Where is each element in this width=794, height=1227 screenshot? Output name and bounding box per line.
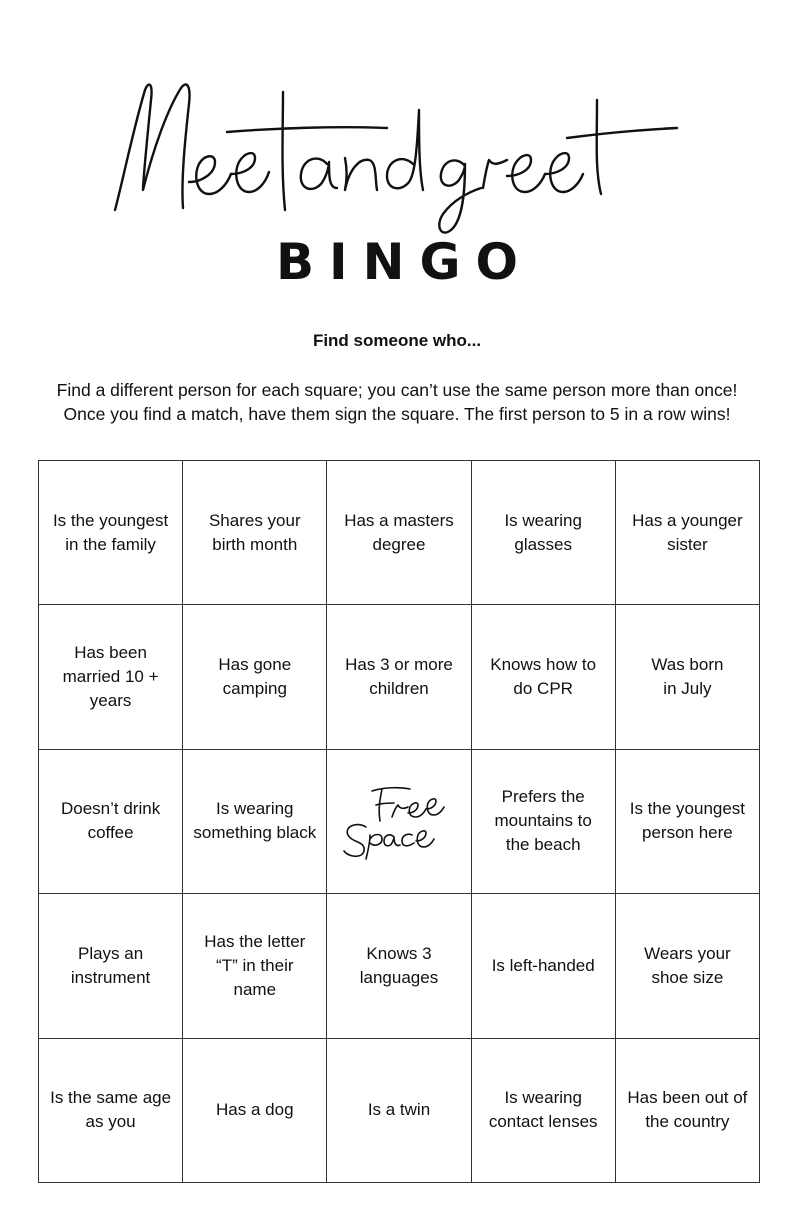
bingo-cell[interactable] <box>472 461 616 605</box>
bingo-cell-label: Is left-handed <box>491 955 595 975</box>
bingo-cell[interactable] <box>472 894 616 1038</box>
bingo-cell-label: Is the youngest person here <box>629 799 746 843</box>
bingo-cell[interactable] <box>327 461 471 605</box>
bingo-cell-label: Has a younger sister <box>632 510 743 554</box>
bingo-cell-label: Is wearing something black <box>193 799 317 843</box>
bingo-cell-label: Prefers the mountains to the beach <box>494 787 592 855</box>
bingo-cell[interactable] <box>327 605 471 749</box>
script-title <box>0 70 794 250</box>
bingo-cell[interactable] <box>39 894 183 1038</box>
bingo-cell-label: Shares your birth month <box>208 510 301 554</box>
bingo-cell[interactable] <box>616 605 760 749</box>
bingo-cell-label: Doesn’t drink coffee <box>60 799 161 843</box>
bingo-cell[interactable] <box>183 750 327 894</box>
bingo-cell[interactable] <box>183 461 327 605</box>
bingo-cell-label: Is the same age as you <box>50 1088 172 1132</box>
bingo-heading: BINGO <box>275 233 534 291</box>
bingo-cell-label: Has been out of the country <box>627 1088 748 1132</box>
bingo-cell-label: Wears your shoe size <box>644 943 731 987</box>
bingo-cell[interactable] <box>616 894 760 1038</box>
bingo-cell-label: Has gone camping <box>218 655 292 699</box>
bingo-cell[interactable] <box>39 461 183 605</box>
bingo-cell-label: Is wearing glasses <box>504 510 582 554</box>
bingo-cell[interactable] <box>472 750 616 894</box>
bingo-cell[interactable] <box>327 1039 471 1183</box>
bingo-grid <box>38 460 760 1183</box>
bingo-cell-label: Plays an instrument <box>70 943 151 987</box>
bingo-cell-label: Has the letter “T” in their name <box>204 931 306 999</box>
bingo-cell[interactable] <box>39 750 183 894</box>
meet-and-greet-script-logo <box>97 70 697 240</box>
bingo-cell[interactable] <box>183 605 327 749</box>
bingo-cell-label: Was born in July <box>651 655 724 699</box>
bingo-cell[interactable] <box>39 1039 183 1183</box>
bingo-cell[interactable] <box>616 1039 760 1183</box>
bingo-cell[interactable] <box>472 605 616 749</box>
bingo-cell-label: Has a dog <box>216 1100 294 1120</box>
bingo-cell[interactable] <box>616 750 760 894</box>
bingo-cell-label: Has a masters degree <box>344 510 454 554</box>
bingo-cell-label: Has 3 or more children <box>345 655 453 699</box>
bingo-cell-label: Is the youngest in the family <box>52 510 169 554</box>
bingo-cell-label: Is a twin <box>367 1100 431 1120</box>
free-space-script-logo <box>336 781 462 861</box>
free-space-cell[interactable] <box>327 750 471 894</box>
bingo-cell[interactable] <box>616 461 760 605</box>
find-someone-subtitle: Find someone who... <box>312 331 482 350</box>
bingo-cell[interactable] <box>39 605 183 749</box>
instructions <box>0 378 794 426</box>
bingo-cell[interactable] <box>183 1039 327 1183</box>
instructions-line-2: Once you find a match, have them sign the square. The first person to 5 in a row wins! <box>63 404 731 424</box>
bingo-cell[interactable] <box>327 894 471 1038</box>
bingo-cell[interactable] <box>472 1039 616 1183</box>
bingo-cell-label: Is wearing contact lenses <box>488 1088 598 1132</box>
bingo-cell-label: Knows how to do CPR <box>490 655 597 699</box>
bingo-cell[interactable] <box>183 894 327 1038</box>
bingo-cell-label: Has been married 10 + years <box>62 643 159 711</box>
bingo-cell-label: Knows 3 languages <box>359 943 439 987</box>
instructions-line-1: Find a different person for each square; you can’t use the same person more than once! <box>56 380 738 400</box>
